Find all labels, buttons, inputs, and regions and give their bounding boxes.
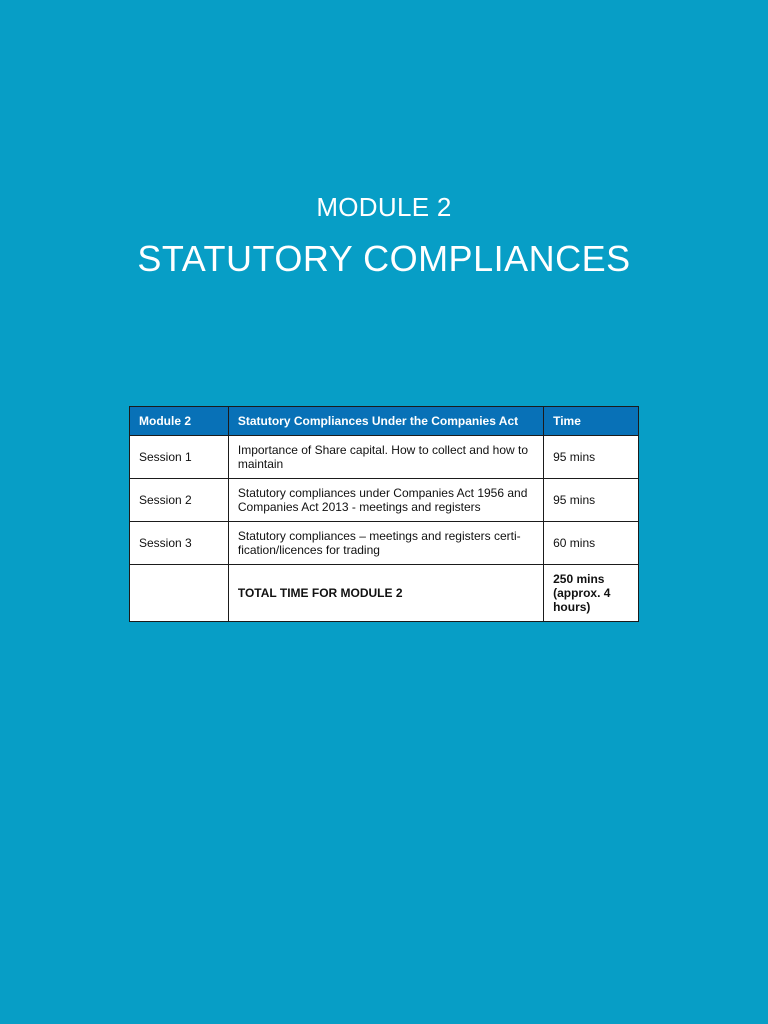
table-header-row xyxy=(130,407,639,436)
header-time: Time xyxy=(544,407,639,436)
empty-cell xyxy=(130,565,229,622)
module-title: STATUTORY COMPLIANCES xyxy=(137,238,631,279)
header-topic: Statutory Compliances Under the Companies Act xyxy=(228,407,543,436)
header-module: Module 2 xyxy=(130,407,229,436)
session-cell: Session 2 xyxy=(130,479,229,522)
time-cell: 95 mins xyxy=(544,479,639,522)
session-cell: Session 1 xyxy=(130,436,229,479)
module-label: MODULE 2 xyxy=(316,192,452,222)
session-cell: Session 3 xyxy=(130,522,229,565)
topic-cell: Statutory compliances under Companies Act 1956 and Companies Act 2013 - meetings and registers xyxy=(228,479,543,522)
total-time: 250 mins (approx. 4 hours) xyxy=(544,565,639,622)
table-row xyxy=(130,436,639,479)
total-row xyxy=(130,565,639,622)
table-row xyxy=(130,522,639,565)
time-cell: 60 mins xyxy=(544,522,639,565)
topic-cell: Importance of Share capital. How to collect and how to maintain xyxy=(228,436,543,479)
table-row xyxy=(130,479,639,522)
schedule-table xyxy=(129,406,639,622)
topic-cell: Statutory compliances – meetings and registers certi-fication/licences for trading xyxy=(228,522,543,565)
total-label: TOTAL TIME FOR MODULE 2 xyxy=(228,565,543,622)
time-cell: 95 mins xyxy=(544,436,639,479)
